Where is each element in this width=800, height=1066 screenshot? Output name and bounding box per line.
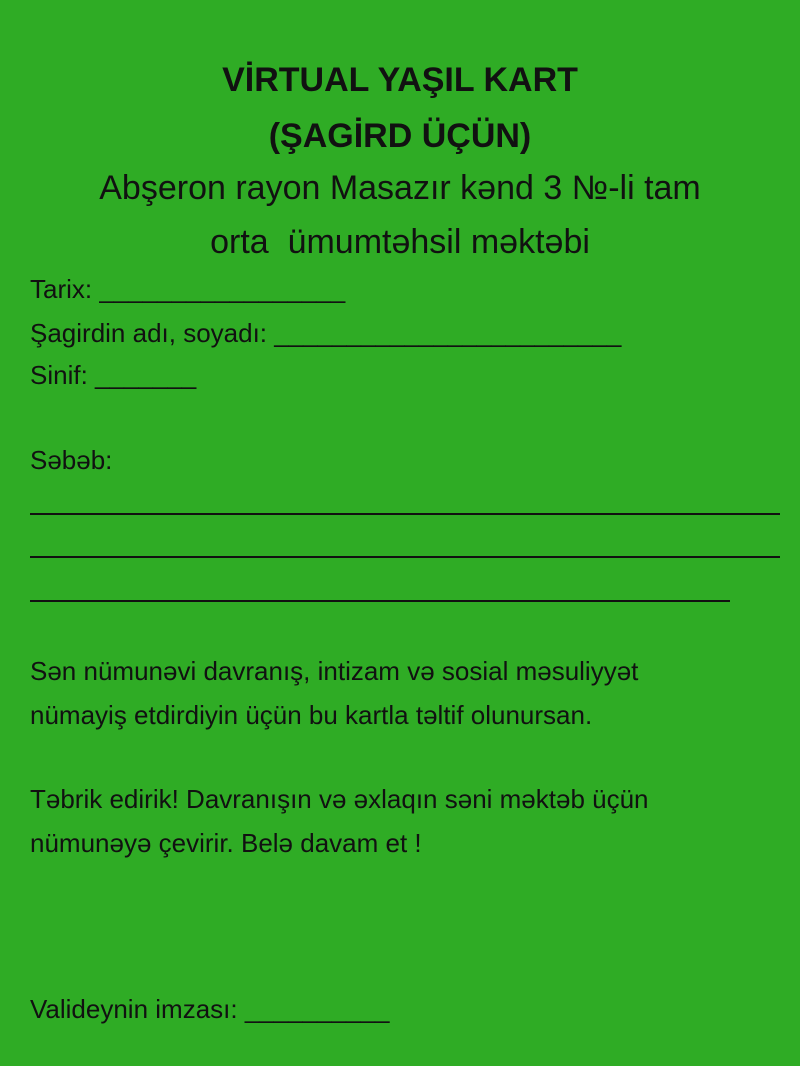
congrats-message	[30, 777, 780, 865]
congrats-message-line-1: Təbrik edirik! Davranışın və əxlaqın səni məktəb üçün	[30, 784, 649, 814]
school-name-line-1: Abşeron rayon Masazır kənd 3 №-li tam	[99, 169, 701, 207]
congrats-message-line-2: nümunəyə çevirir. Belə davam et !	[30, 828, 422, 858]
grade-field: Sinif: _______	[30, 360, 197, 390]
award-message	[30, 649, 780, 737]
reason-line-1	[30, 513, 780, 515]
card-subtitle-student: (ŞAGİRD ÜÇÜN)	[268, 117, 532, 155]
school-name-line-2: orta ümumtəhsil məktəbi	[210, 223, 590, 261]
reason-line-2	[30, 556, 780, 558]
award-message-line-2: nümayiş etdirdiyin üçün bu kartla təltif olunursan.	[30, 700, 593, 730]
card-title: VİRTUAL YAŞIL KART	[222, 61, 578, 99]
date-field: Tarix: _________________	[30, 274, 346, 304]
reason-line-3	[30, 600, 730, 602]
reason-label: Səbəb:	[30, 445, 113, 475]
student-name-field: Şagirdin adı, soyadı: ________________________	[30, 318, 622, 348]
parent-signature-field: Valideynin imzası: __________	[30, 994, 390, 1024]
award-message-line-1: Sən nümunəvi davranış, intizam və sosial məsuliyyət	[30, 656, 639, 686]
